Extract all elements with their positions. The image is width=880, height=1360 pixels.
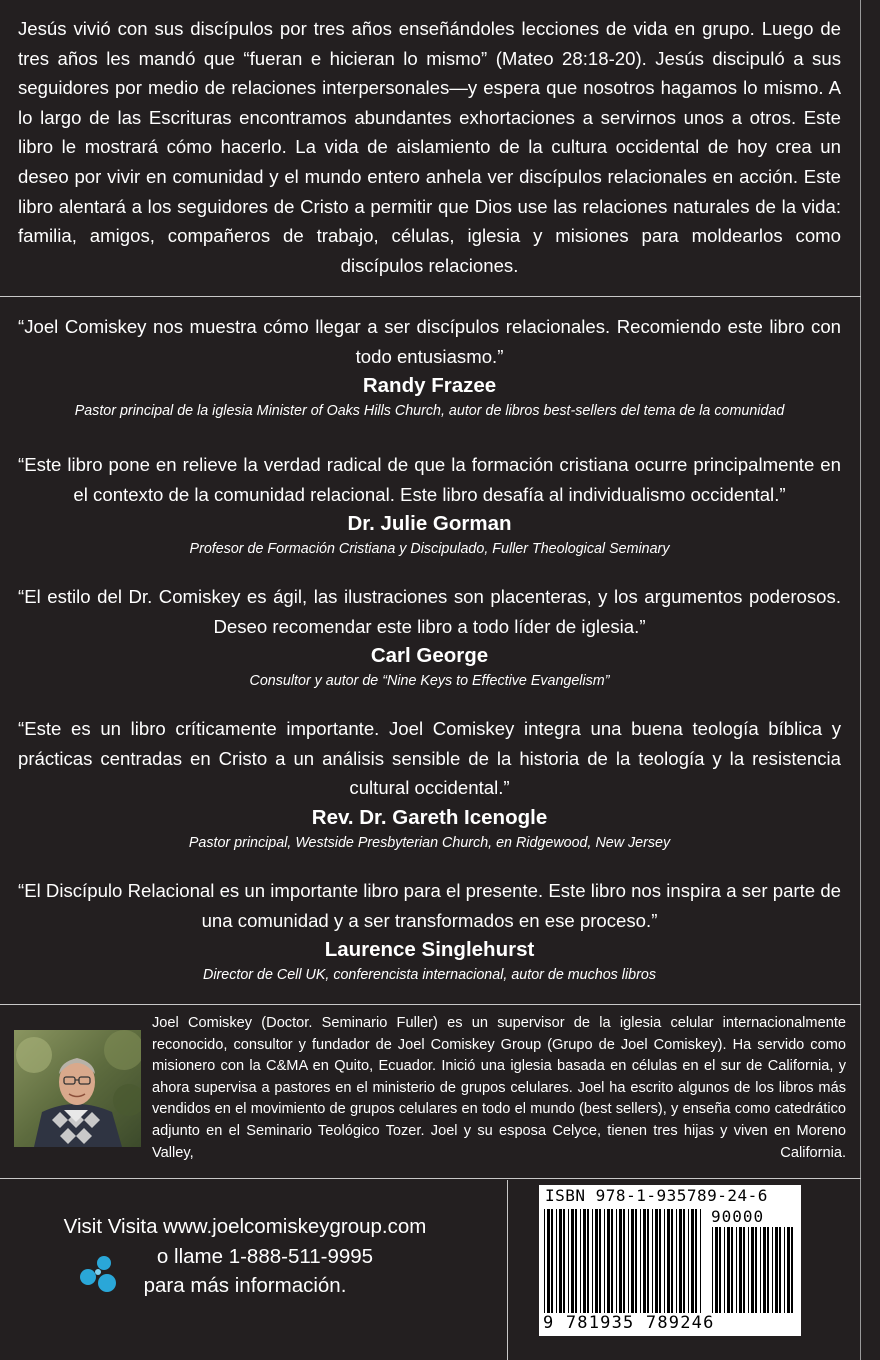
divider-middle xyxy=(0,1004,861,1005)
barcode-bar xyxy=(688,1209,689,1313)
barcode-bar xyxy=(775,1227,778,1313)
barcode-bar xyxy=(631,1209,634,1313)
divider-top xyxy=(0,296,861,297)
endorsement xyxy=(18,450,841,559)
author-photo xyxy=(14,1030,141,1147)
endorsement xyxy=(18,582,841,691)
endorsement-quote: “Este libro pone en relieve la verdad radical de que la formación cristiana ocurre principalmente en el contexto de la comunidad relacional. Este libro desafía al individualismo occidental.” xyxy=(18,454,841,505)
barcode-bar xyxy=(791,1227,793,1313)
barcode-bar xyxy=(628,1209,629,1313)
barcode-addon-digits: 90000 xyxy=(711,1207,765,1226)
website-line[interactable]: Visit Visita www.joelcomiskeygroup.com xyxy=(63,1215,427,1238)
barcode-bar xyxy=(640,1209,641,1313)
barcode-bar xyxy=(599,1209,601,1313)
barcode-bar xyxy=(604,1209,605,1313)
barcode-bar xyxy=(784,1227,785,1313)
endorser-role: Profesor de Formación Cristiana y Discipulado, Fuller Theological Seminary xyxy=(189,541,670,557)
barcode-bar xyxy=(587,1209,589,1313)
barcode-bar xyxy=(559,1209,562,1313)
barcode-bar xyxy=(551,1209,553,1313)
barcode-bar xyxy=(743,1227,745,1313)
barcode-bar xyxy=(616,1209,617,1313)
barcode-bar xyxy=(571,1209,574,1313)
barcode-bar xyxy=(671,1209,673,1313)
barcode-bar xyxy=(787,1227,790,1313)
barcode-bar xyxy=(647,1209,649,1313)
barcode-bar xyxy=(592,1209,593,1313)
barcode-bar xyxy=(635,1209,637,1313)
endorser-name: Laurence Singlehurst xyxy=(324,938,535,961)
barcode-bar xyxy=(575,1209,577,1313)
barcode-bar xyxy=(751,1227,754,1313)
barcode-bar xyxy=(739,1227,742,1313)
barcode-bar xyxy=(568,1209,569,1313)
barcode-bar xyxy=(763,1227,766,1313)
phone-line[interactable]: o llame 1-888-511-9995 xyxy=(156,1244,374,1268)
intro-paragraph: Jesús vivió con sus discípulos por tres años enseñándoles lecciones de vida en grupo. Luego de tres años les mandó que “fueran e hicieran lo mismo” (Mateo 28:18-20). Jesús discipuló a sus seguidores por medio de relaciones interpersonales—y espera que nosotros hagamos lo mismo. A lo largo de las Escrituras encontramos abundantes exhortaciones a servirnos unos a otros. Este libro le mostrará cómo hacerlo. La vida de aislamiento de la cultura occidental de hoy crea un deseo por vivir en comunidad y el mundo entero anhela ver discípulos relacionales en acción. Este libro alentará a los seguidores de Cristo a permitir que Dios use las relaciones naturales de la vida: familia, amigos, compañeros de trabajo, células, iglesia y misiones para moldearlos como discípulos relaciones. xyxy=(18,18,841,276)
barcode-bar xyxy=(700,1209,701,1313)
barcode-bar xyxy=(563,1209,565,1313)
more-info-line: para más información. xyxy=(143,1274,347,1297)
endorser-name: Carl George xyxy=(370,644,489,667)
barcode-bar xyxy=(731,1227,733,1313)
barcode-bar xyxy=(623,1209,625,1313)
endorsement xyxy=(18,312,841,421)
addon-barcode-bars xyxy=(711,1227,795,1313)
endorser-role: Director de Cell UK, conferencista internacional, autor de muchos libros xyxy=(203,967,656,983)
endorser-name: Dr. Julie Gorman xyxy=(347,512,512,535)
barcode-bar xyxy=(695,1209,697,1313)
barcode-bar xyxy=(772,1227,773,1313)
endorser-role: Consultor y autor de “Nine Keys to Effective Evangelism” xyxy=(249,673,610,689)
endorser-name: Rev. Dr. Gareth Icenogle xyxy=(311,805,548,829)
barcode-bar xyxy=(727,1227,730,1313)
barcode-bar xyxy=(664,1209,665,1313)
cell-group-logo-icon xyxy=(78,1255,118,1293)
barcode-bars xyxy=(543,1209,705,1313)
barcode-bar xyxy=(755,1227,757,1313)
endorsement-quote: “El estilo del Dr. Comiskey es ágil, las ilustraciones son placenteras, y los argumentos poderosos. Deseo recomendar este libro a todo líder de iglesia.” xyxy=(18,586,841,637)
barcode-bar xyxy=(767,1227,769,1313)
endorsement xyxy=(18,876,841,985)
barcode-bar xyxy=(779,1227,781,1313)
barcode-bar xyxy=(583,1209,586,1313)
barcode-divider xyxy=(507,1180,508,1360)
barcode-bar xyxy=(760,1227,761,1313)
barcode-bar xyxy=(667,1209,670,1313)
barcode-bar xyxy=(544,1209,545,1313)
endorsement-quote: “Este es un libro críticamente importante. Joel Comiskey integra una buena teología bíblica y prácticas centradas en Cristo a un análisis sensible de la historia de la teología y la resistencia cultural occidental.” xyxy=(18,718,841,798)
barcode-bar xyxy=(715,1227,718,1313)
endorser-role: Pastor principal de la iglesia Minister of Oaks Hills Church, autor de libros best-sellers del tema de la comunidad xyxy=(74,403,785,419)
barcode-bar xyxy=(556,1209,557,1313)
barcode-bar xyxy=(619,1209,622,1313)
endorser-name: Randy Frazee xyxy=(362,374,497,397)
barcode-bar xyxy=(724,1227,725,1313)
isbn-barcode xyxy=(539,1185,801,1336)
endorser-role: Pastor principal, Westside Presbyterian Church, en Ridgewood, New Jersey xyxy=(188,834,671,851)
divider-bottom xyxy=(0,1178,861,1179)
barcode-bar xyxy=(547,1209,550,1313)
barcode-bar xyxy=(659,1209,661,1313)
barcode-bar xyxy=(595,1209,598,1313)
barcode-bar xyxy=(643,1209,646,1313)
endorsement xyxy=(18,714,841,853)
barcode-bar xyxy=(679,1209,682,1313)
barcode-bar xyxy=(607,1209,610,1313)
barcode-bar xyxy=(683,1209,685,1313)
endorsement-quote: “Joel Comiskey nos muestra cómo llegar a ser discípulos relacionales. Recomiendo este libro con todo entusiasmo.” xyxy=(18,316,841,367)
barcode-bar xyxy=(611,1209,613,1313)
barcode-bar xyxy=(712,1227,713,1313)
author-portrait-image xyxy=(14,1030,141,1147)
barcode-bar xyxy=(655,1209,658,1313)
ean-digits: 9 781935 789246 xyxy=(543,1313,715,1333)
author-bio: Joel Comiskey (Doctor. Seminario Fuller) es un supervisor de la iglesia celular internacionalmente reconocido, consultor y fundador de Joel Comiskey Group (Grupo de Joel Comiskey). Ha servido como misionero con la C&MA en Quito, Ecuador. Inició una iglesia basada en células en el sur de California, y ahora supervisa a pastores en el ministerio de grupos celulares. Joel ha escrito algunos de los libros más vendidos en el movimiento de grupos celulares en todo el mundo (best sellers), y enseña como catedrático adjunto en el Seminario Teológico Tozer. Joel y su esposa Celyce, tienen tres hijas y viven en Moreno Valley, California. xyxy=(152,1015,846,1161)
endorsement-quote: “El Discípulo Relacional es un importante libro para el presente. Este libro nos inspira a ser parte de una comunidad y a ser transformados en ese proceso.” xyxy=(18,880,841,931)
barcode-bar xyxy=(652,1209,653,1313)
barcode-bar xyxy=(719,1227,721,1313)
barcode-bar xyxy=(676,1209,677,1313)
barcode-bar xyxy=(736,1227,737,1313)
barcode-bar xyxy=(691,1209,694,1313)
barcode-bar xyxy=(580,1209,581,1313)
barcode-bar xyxy=(748,1227,749,1313)
isbn-label: ISBN 978-1-935789-24-6 xyxy=(545,1186,768,1205)
